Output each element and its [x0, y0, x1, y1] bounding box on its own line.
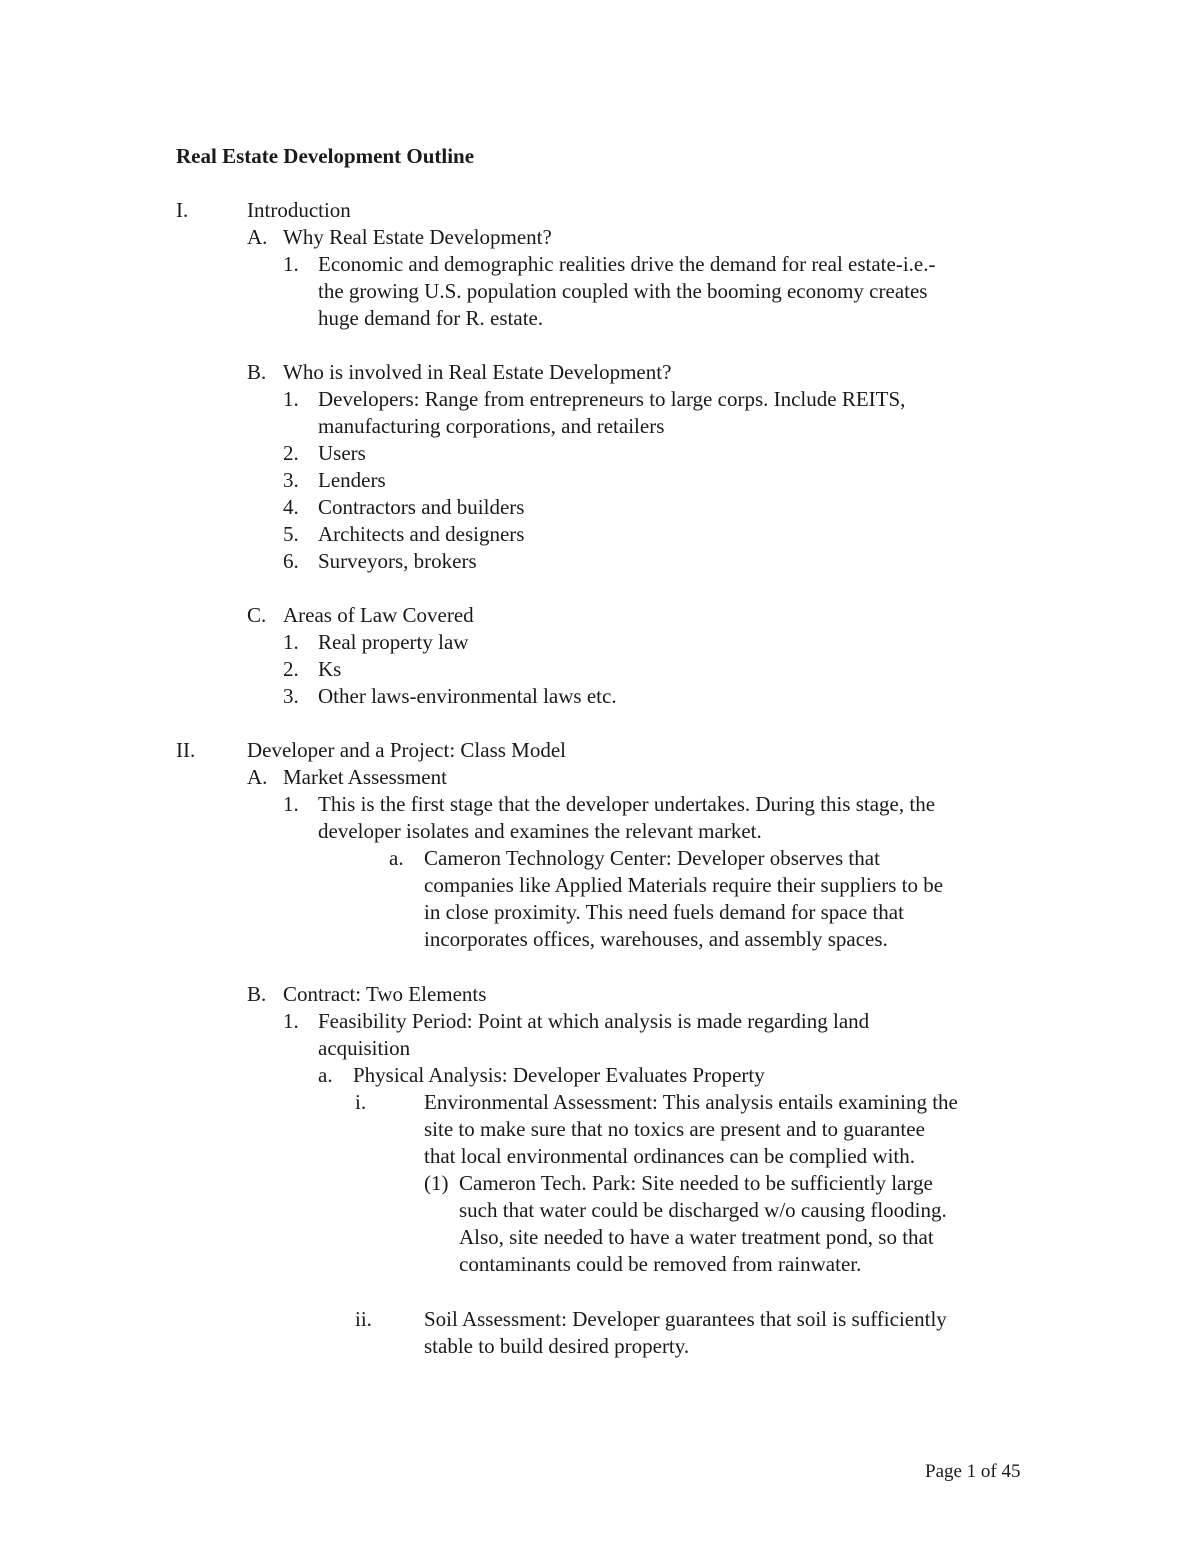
item-text: manufacturing corporations, and retailers: [318, 414, 665, 438]
roman-text: that local environmental ordinances can be complied with.: [424, 1144, 915, 1168]
item-text: Developers: Range from entrepreneurs to large corps. Include REITS,: [318, 387, 906, 411]
item-marker: 6.: [283, 549, 299, 573]
item-marker: 1.: [283, 1009, 299, 1033]
item-text: huge demand for R. estate.: [318, 306, 544, 330]
item-marker: 5.: [283, 522, 299, 546]
section-marker: II.: [176, 738, 196, 762]
item-marker: 1.: [283, 792, 299, 816]
subsection-heading: Contract: Two Elements: [283, 982, 487, 1006]
subitem-marker: a.: [389, 846, 404, 870]
item-marker: 1.: [283, 630, 299, 654]
roman-marker: i.: [355, 1090, 367, 1114]
subsection-heading: Who is involved in Real Estate Development?: [283, 360, 672, 384]
item-text: Real property law: [318, 630, 469, 654]
subsection-marker: C.: [247, 603, 267, 627]
subsection-marker: A.: [247, 765, 268, 789]
item-text: This is the first stage that the developer undertakes. During this stage, the: [318, 792, 936, 816]
roman-text: Environmental Assessment: This analysis entails examining the: [424, 1090, 958, 1114]
paren-marker: (1): [424, 1171, 449, 1195]
paren-text: Also, site needed to have a water treatment pond, so that: [459, 1225, 934, 1249]
subsection-heading: Areas of Law Covered: [283, 603, 474, 627]
section-heading: Introduction: [247, 198, 351, 222]
item-text: Economic and demographic realities drive the demand for real estate-i.e.-: [318, 252, 936, 276]
item-marker: 2.: [283, 441, 299, 465]
item-marker: 4.: [283, 495, 299, 519]
item-text: the growing U.S. population coupled with the booming economy creates: [318, 279, 928, 303]
item-marker: 3.: [283, 684, 299, 708]
roman-text: Soil Assessment: Developer guarantees that soil is sufficiently: [424, 1307, 947, 1331]
item-marker: 1.: [283, 252, 299, 276]
subsection-marker: B.: [247, 982, 267, 1006]
section-marker: I.: [176, 198, 189, 222]
paren-text: such that water could be discharged w/o causing flooding.: [459, 1198, 947, 1222]
item-text: Lenders: [318, 468, 386, 492]
subitem-marker: a.: [318, 1063, 333, 1087]
item-marker: 1.: [283, 387, 299, 411]
subitem-text: incorporates offices, warehouses, and assembly spaces.: [424, 927, 888, 951]
paren-text: contaminants could be removed from rainwater.: [459, 1252, 862, 1276]
item-text: Surveyors, brokers: [318, 549, 477, 573]
item-marker: 2.: [283, 657, 299, 681]
subitem-text: Physical Analysis: Developer Evaluates Property: [353, 1063, 765, 1087]
item-text: Feasibility Period: Point at which analysis is made regarding land: [318, 1009, 870, 1033]
roman-marker: ii.: [355, 1307, 372, 1331]
subsection-marker: B.: [247, 360, 267, 384]
section-heading: Developer and a Project: Class Model: [247, 738, 566, 762]
item-text: Contractors and builders: [318, 495, 525, 519]
subitem-text: Cameron Technology Center: Developer observes that: [424, 846, 880, 870]
subsection-heading: Why Real Estate Development?: [283, 225, 552, 249]
item-text: Architects and designers: [318, 522, 525, 546]
subitem-text: companies like Applied Materials require their suppliers to be: [424, 873, 944, 897]
item-text: developer isolates and examines the relevant market.: [318, 819, 762, 843]
subsection-heading: Market Assessment: [283, 765, 447, 789]
roman-text: site to make sure that no toxics are present and to guarantee: [424, 1117, 925, 1141]
item-text: Ks: [318, 657, 342, 681]
item-text: Users: [318, 441, 366, 465]
document-title: Real Estate Development Outline: [176, 144, 475, 168]
item-text: acquisition: [318, 1036, 411, 1060]
page-number: Page 1 of 45: [925, 1461, 1021, 1482]
item-text: Other laws-environmental laws etc.: [318, 684, 617, 708]
subsection-marker: A.: [247, 225, 268, 249]
roman-text: stable to build desired property.: [424, 1334, 690, 1358]
subitem-text: in close proximity. This need fuels demand for space that: [424, 900, 904, 924]
item-marker: 3.: [283, 468, 299, 492]
paren-text: Cameron Tech. Park: Site needed to be sufficiently large: [459, 1171, 933, 1195]
